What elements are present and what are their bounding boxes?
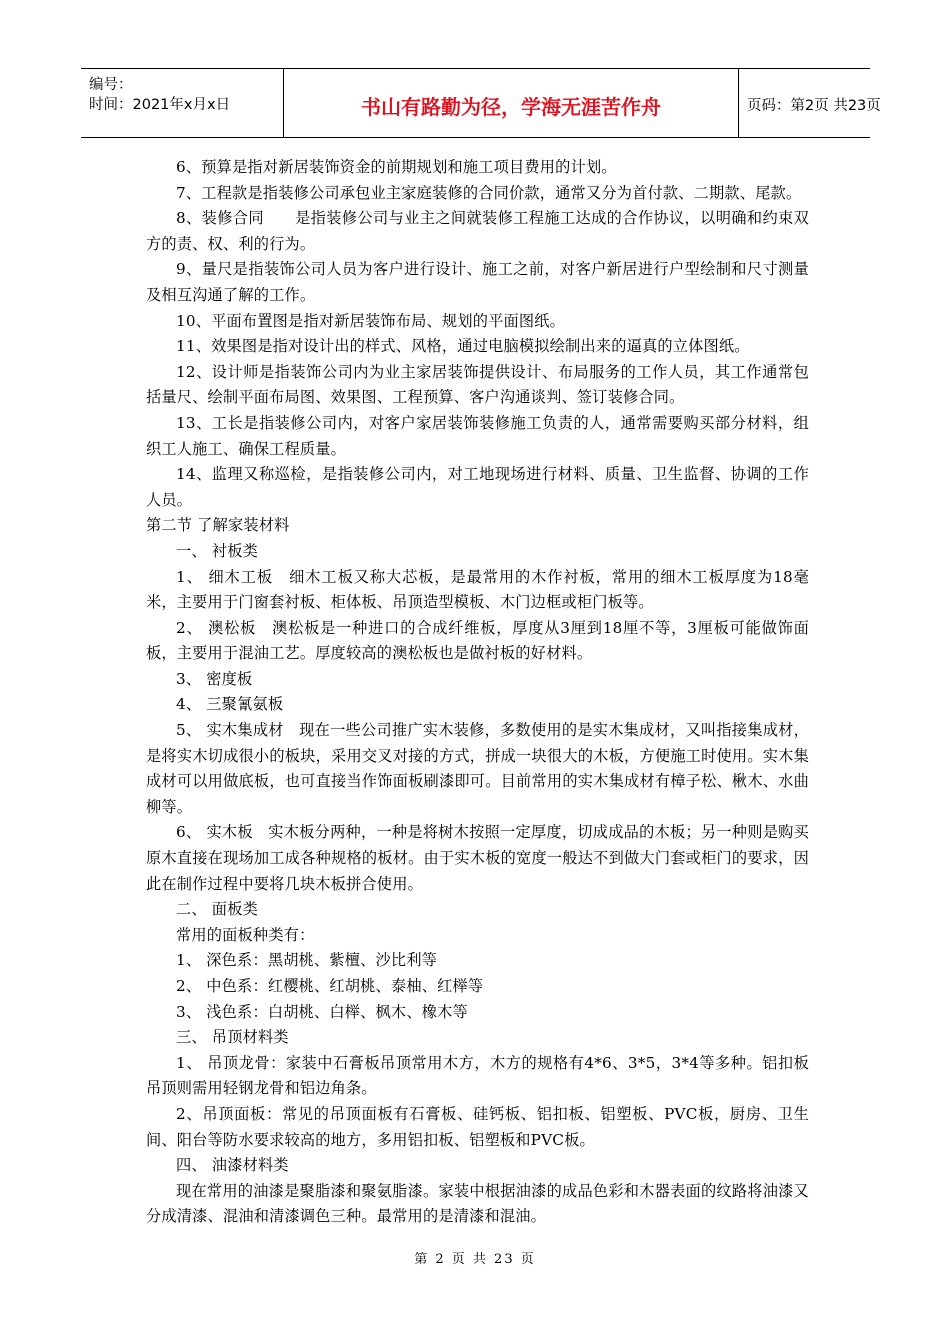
body-paragraph: 5、 实木集成材 现在一些公司推广实木装修，多数使用的是实木集成材，又叫指接集成材，是将实木切成很小的板块，采用交叉对接的方式，拼成一块很大的木板，方便施工时使用。实木集成材可以用做底板，也可直接当作饰面板刷漆即可。目前常用的实木集成材有樟子松、楸木、水曲柳等。 [146,721,809,816]
body-paragraph: 6、 实木板 实木板分两种，一种是将树木按照一定厚度，切成成品的木板；另一种则是购买原木直接在现场加工成各种规格的板材。由于实木板的宽度一般达不到做大门套或柜门的要求，因此在制作过程中要将几块木板拼合使用。 [146,823,809,893]
body-paragraph: 14、监理又称巡检，是指装修公司内，对工地现场进行材料、质量、卫生监督、协调的工作人员。 [146,465,809,509]
body-paragraph: 三、 吊顶材料类 [176,1028,289,1047]
header-page-number: 页码：第2页 共23页 [747,98,881,114]
body-paragraph: 四、 油漆材料类 [176,1156,289,1175]
document-body [146,155,809,1230]
body-paragraph: 二、 面板类 [176,900,258,919]
body-paragraph: 9、量尺是指装饰公司人员为客户进行设计、施工之前，对客户新居进行户型绘制和尺寸测量及相互沟通了解的工作。 [146,260,809,304]
body-paragraph: 10、平面布置图是指对新居装饰布局、规划的平面图纸。 [176,311,566,330]
body-paragraph: 4、 三聚氰氨板 [176,695,284,714]
body-paragraph: 1、 细木工板 细木工板又称大芯板，是最常用的木作衬板，常用的细木工板厚度为18毫米，主要用于门窗套衬板、柜体板、吊顶造型模板、木门边框或柜门板等。 [146,567,809,612]
page-footer: 第 2 页 共 23 页 [414,1252,536,1267]
page-header [81,68,881,138]
header-meta-cell [81,69,284,137]
body-paragraph: 3、 浅色系：白胡桃、白榉、枫木、橡木等 [176,1002,468,1021]
document-time-label: 时间：2021年x月x日 [89,97,231,113]
body-paragraph: 13、工长是指装修公司内，对客户家居装饰装修施工负责的人，通常需要购买部分材料，组织工人施工、确保工程质量。 [146,413,809,458]
header-page-cell [739,69,881,137]
document-code-label: 编号： [89,77,133,93]
body-paragraph: 3、 密度板 [176,669,253,688]
section-heading: 第二节 了解家装材料 [146,516,290,535]
body-paragraph: 2、吊顶面板：常见的吊顶面板有石膏板、硅钙板、铝扣板、铝塑板、PVC板，厨房、卫生间、阳台等防水要求较高的地方，多用铝扣板、铝塑板和PVC板。 [146,1104,809,1149]
body-paragraph: 11、效果图是指对设计出的样式、风格，通过电脑模拟绘制出来的逼真的立体图纸。 [176,337,750,356]
header-motto-cell [284,69,739,137]
body-paragraph: 8、装修合同 是指装修公司与业主之间就装修工程施工达成的合作协议，以明确和约束双方的责、权、利的行为。 [146,209,809,253]
body-paragraph: 1、 吊顶龙骨：家装中石膏板吊顶常用木方，木方的规格有4*6、3*5，3*4等多种。铝扣板吊顶则需用轻钢龙骨和铝边角条。 [146,1053,809,1098]
body-paragraph: 1、 深色系：黑胡桃、紫檀、沙比利等 [176,951,438,970]
body-paragraph: 现在常用的油漆是聚脂漆和聚氨脂漆。家装中根据油漆的成品色彩和木器表面的纹路将油漆又分成清漆、混油和清漆调色三种。最常用的是清漆和混油。 [146,1181,809,1226]
body-paragraph: 6、预算是指对新居装饰资金的前期规划和施工项目费用的计划。 [176,158,617,176]
header-motto: 书山有路勤为径，学海无涯苦作舟 [361,95,661,119]
body-paragraph: 常用的面板种类有： [176,925,315,944]
body-paragraph: 12、设计师是指装饰公司内为业主家居装饰提供设计、布局服务的工作人员，其工作通常包括量尺、绘制平面布局图、效果图、工程预算、客户沟通谈判、签订装修合同。 [146,362,809,407]
body-paragraph: 2、 中色系：红樱桃、红胡桃、泰柚、红榉等 [176,977,484,995]
body-paragraph: 2、 澳松板 澳松板是一种进口的合成纤维板，厚度从3厘到18厘不等，3厘板可能做饰面板，主要用于混油工艺。厚度较高的澳松板也是做衬板的好材料。 [146,618,809,663]
body-paragraph: 一、 衬板类 [176,541,258,560]
body-paragraph: 7、工程款是指装修公司承包业主家庭装修的合同价款，通常又分为首付款、二期款、尾款。 [176,183,802,202]
